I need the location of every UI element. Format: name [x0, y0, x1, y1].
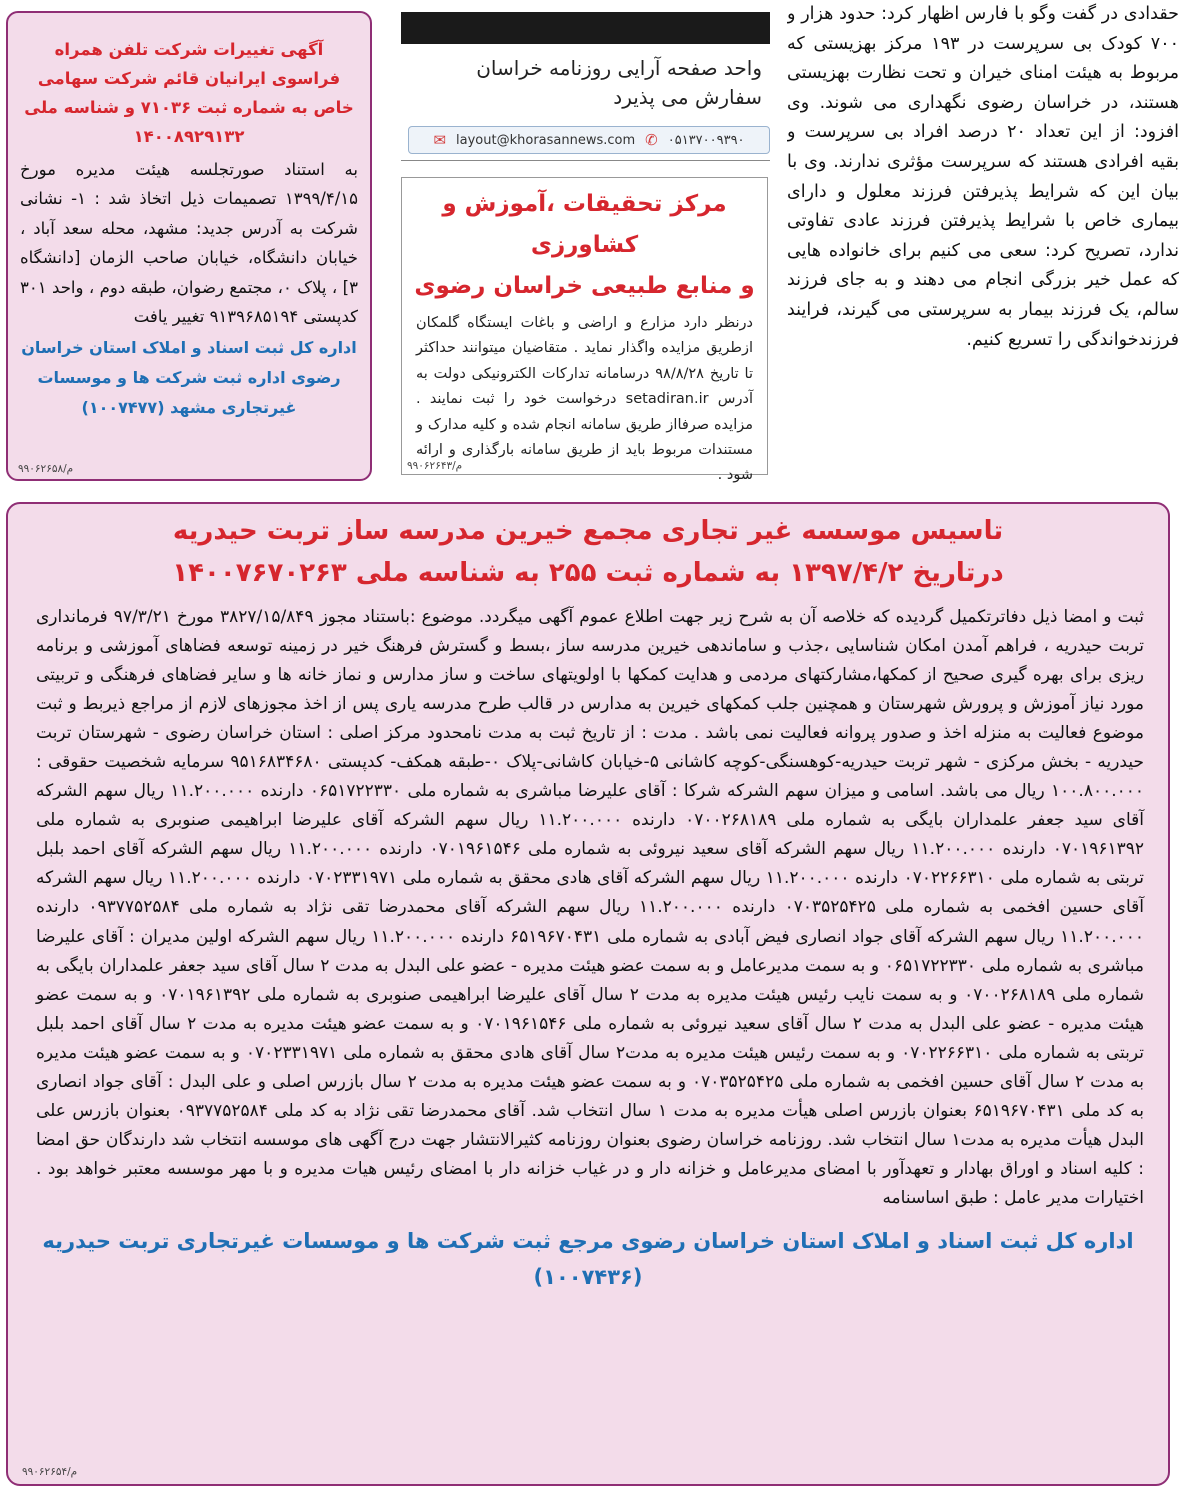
foundation-notice-title-line1: تاسیس موسسه غیر تجاری مجمع خیرین مدرسه ساز تربت حیدریه	[172, 516, 1004, 546]
phone-icon: ✆	[645, 131, 658, 149]
research-title-line2: و منابع طبیعی خراسان رضوی	[414, 273, 755, 299]
layout-ad-line1: واحد صفحه آرایی روزنامه خراسان	[476, 56, 762, 80]
middle-column	[398, 10, 774, 484]
foundation-notice-body: ثبت و امضا ذیل دفاترتکمیل گردیده که خلاصه آن به شرح زیر جهت اطلاع عموم آگهی میگردد. موضوع :باستناد مجوز ۳۸۲۷/۱۵/۸۴۹ مورخ ۹۷/۳/۲۱ فرمانداری تربت حیدریه ، فراهم آمدن امکان شناسایی ،جذب و ساماندهی خیرین مدرسه ساز ،بسط و گسترش فرهنگ خیر در زمینه توسعه فضاهای آموزشی و برنامه ریزی برای بهره گیری صحیح از کمکها،مشارکتهای مردمی و هدایت کمکها با اولویتهای ساخت و ساز مدارس و نماز خانه ها و سایر فضاهای فرهنگی و تربیتی مورد نیاز آموزش و پرورش شهرستان و همچنین جلب کمکهای خیرین به مدارس در قالب طرح مدرسه یاری پس از اخذ مجوزهای لازم از مراجع ذیربط و ثبت موضوع فعالیت به منزله اخذ و صدور پروانه فعالیت نمی باشد . مدت : از تاریخ ثبت به مدت نامحدود مرکز اصلی : استان خراسان رضوی - شهرستان تربت حیدریه - بخش مرکزی - شهر تربت حیدریه-کوهسنگی-کوچه کاشانی ۵-خیابان کاشانی-پلاک ۰-طبقه همکف- کدپستی ۹۵۱۶۸۳۴۶۸۰ سرمایه شخصیت حقوقی : ۱۰۰.۸۰۰.۰۰۰ ریال می باشد. اسامی و میزان سهم الشرکه شرکا : آقای علیرضا مباشری به شماره ملی ۰۶۵۱۷۲۲۳۳۰ دارنده ۱۱.۲۰۰.۰۰۰ ریال سهم الشرکه آقای سید جعفر علمداران بایگی به شماره ملی ۰۷۰۰۲۶۸۱۸۹ دارنده ۱۱.۲۰۰.۰۰۰ ریال سهم الشرکه آقای علیرضا ابراهیمی صنوبری به شماره ملی ۰۷۰۱۹۶۱۳۹۲ دارنده ۱۱.۲۰۰.۰۰۰ ریال سهم الشرکه آقای سعید نیروئی به شماره ملی ۰۷۰۱۹۶۱۵۴۶ دارنده ۱۱.۲۰۰.۰۰۰ ریال سهم الشرکه آقای احمد بلبل تربتی به شماره ملی ۰۷۰۲۲۶۶۳۱۰ دارنده ۱۱.۲۰۰.۰۰۰ ریال سهم الشرکه آقای هادی محقق به شماره ملی ۰۷۰۲۳۳۱۹۷۱ دارنده ۱۱.۲۰۰.۰۰۰ ریال سهم الشرکه آقای حسین افخمی به شماره ملی ۰۷۰۳۵۲۵۴۲۵ دارنده ۱۱.۲۰۰.۰۰۰ ریال سهم الشرکه آقای محمدرضا تقی نژاد به شماره ملی ۰۹۳۷۷۵۲۵۸۴ دارنده ۱۱.۲۰۰.۰۰۰ ریال سهم الشرکه آقای جواد انصاری فیض آبادی به شماره ملی ۶۵۱۹۶۷۰۴۳۱ دارنده ۱۱.۲۰۰.۰۰۰ ریال سهم الشرکه اولین مدیران : آقای علیرضا مباشری به شماره ملی ۰۶۵۱۷۲۲۳۳۰ و به سمت مدیرعامل و به سمت عضو هیئت مدیره - عضو علی البدل به مدت ۲ سال آقای سید جعفر علمداران بایگی به شماره ملی ۰۷۰۰۲۶۸۱۸۹ و به سمت نایب رئیس هیئت مدیره به مدت ۲ سال آقای علیرضا ابراهیمی صنوبری به شماره ملی ۰۷۰۱۹۶۱۳۹۲ و به سمت عضو هیئت مدیره - عضو علی البدل به مدت ۲ سال آقای سعید نیروئی به شماره ملی ۰۷۰۱۹۶۱۵۴۶ و به سمت عضو هیئت مدیره به مدت ۲ سال آقای احمد بلبل تربتی به شماره ملی ۰۷۰۲۲۶۶۳۱۰ و به سمت رئیس هیئت مدیره به مدت۲ سال آقای هادی محقق به شماره ملی ۰۷۰۲۳۳۱۹۷۱ و به سمت عضو هیئت مدیره به مدت ۲ سال آقای حسین افخمی به شماره ملی ۰۷۰۳۵۲۵۴۲۵ و به سمت عضو هیئت مدیره به مدت ۲ سال بازرس اصلی و علی البدل : آقای جواد انصاری به کد ملی ۶۵۱۹۶۷۰۴۳۱ بعنوان بازرس اصلی هیأت مدیره به مدت ۱ سال انتخاب شد. آقای محمدرضا تقی نژاد به کد ملی ۰۹۳۷۷۵۲۵۸۴ بعنوان بازرس علی البدل هیأت مدیره به مدت۱ سال انتخاب شد. روزنامه خراسان رضوی بعنوان روزنامه کثیرالانتشار جهت درج آگهی های موسسه انتخاب شد دارندگان حق امضا : کلیه اسناد و اوراق بهادار و تعهدآور با امضای مدیرعامل و خزانه دار و در غیاب خزانه دار با امضای رئیس هیات مدیره و با مهر موسسه معتبر خواهد بود . اختیارات مدیر عامل : طبق اساسنامه	[36, 607, 1145, 1208]
phone-company-notice	[6, 11, 372, 481]
research-title-line1: مرکز تحقیقات ،آموزش و کشاورزی	[442, 191, 727, 258]
layout-ad-line2: سفارش می پذیرد	[613, 85, 762, 109]
news-article-text: حقدادی در گفت وگو با فارس اظهار کرد: حدود هزار و ۷۰۰ کودک بی سرپرست در ۱۹۳ مرکز بهزیستی که مربوط به هیئت امنای خیران و تحت نظارت بهزیستی هستند، در خراسان رضوی نگهداری می شوند. وی افزود: از این تعداد ۲۰ درصد افراد بی سرپرست و بقیه افرادی هستند که سرپرست مؤثری ندارند. وی با بیان این که شرایط پذیرفتن فرزند معلول و دارای بیماری خاص با شرایط پذیرفتن فرزند عادی تفاوتی ندارد، تصریح کرد: سعی می کنیم برای خانواده هایی که عمل خیر بزرگی انجام می دهند و به جای فرزند سالم، یک فرزند بیمار به سرپرستی می گیرند، فرایند فرزندخواندگی را تسریع کنیم.	[787, 4, 1179, 350]
foundation-notice-footer: اداره کل ثبت اسناد و املاک استان خراسان رضوی مرجع ثبت شرکت ها و موسسات غیرتجاری تربت حیدریه (۱۰۰۷۴۳۶)	[42, 1228, 1134, 1289]
research-notice-code: م/۹۹۰۶۲۶۴۳	[407, 460, 463, 472]
contact-email[interactable]: layout@khorasannews.com	[456, 132, 636, 148]
phone-company-notice-code: م/۹۹۰۶۲۶۵۸	[18, 463, 74, 475]
header-black-bar	[401, 12, 770, 44]
envelope-icon: ✉	[433, 131, 447, 149]
divider	[401, 160, 770, 161]
contact-phone: ۰۵۱۳۷۰۰۹۳۹۰	[667, 132, 745, 148]
phone-company-notice-body: به استناد صورتجلسه هیئت مدیره مورخ ۱۳۹۹/۴/۱۵ تصمیمات ذیل اتخاذ شد : ۱- نشانی شرکت به آدرس جدید: مشهد، محله سعد آباد ، خیابان دانشگاه، خیابان صاحب الزمان [دانشگاه ۳] ، پلاک ۰، مجتمع رضوان، طبقه دوم ، واحد ۳۰۱ کدپستی ۹۱۳۹۶۸۵۱۹۴ تغییر یافت	[20, 160, 359, 327]
research-notice-body: درنظر دارد مزارع و اراضی و باغات ایستگاه گلمکان ازطریق مزایده واگذار نماید . متقاضیان میتوانند حداکثر تا تاریخ ۹۸/۸/۲۸ درسامانه تدارکات الکترونیکی دولت به آدرس setadiran.ir درخواست خود را ثبت نمایند . مزایده صرفااز طریق سامانه انجام شده و کلیه مدارک و مستندات مربوط باید از طریق سامانه بارگذاری و ارائه شود .	[416, 315, 753, 484]
foundation-notice	[6, 502, 1170, 1486]
phone-company-notice-footer: اداره کل ثبت اسناد و املاک استان خراسان رضوی اداره ثبت شرکت ها و موسسات غیرتجاری مشهد (۱۰۰۷۴۷۷)	[21, 338, 357, 418]
foundation-notice-code: م/۹۹۰۶۲۶۵۴	[22, 1466, 78, 1478]
foundation-notice-title-line2: درتاریخ ۱۳۹۷/۴/۲ به شماره ثبت ۲۵۵ به شناسه ملی ۱۴۰۰۷۶۷۰۲۶۳	[172, 558, 1004, 588]
layout-service-ad	[401, 54, 770, 124]
contact-bar	[408, 126, 770, 154]
phone-company-notice-title: آگهی تغییرات شرکت تلفن همراه فراسوی ایرانیان قائم شرکت سهامی خاص به شماره ثبت ۷۱۰۳۶ و شناسه ملی ۱۴۰۰۸۹۲۹۱۳۲	[24, 40, 354, 146]
news-column	[787, 0, 1179, 440]
research-center-notice	[401, 177, 768, 484]
research-notice-title	[402, 184, 767, 307]
